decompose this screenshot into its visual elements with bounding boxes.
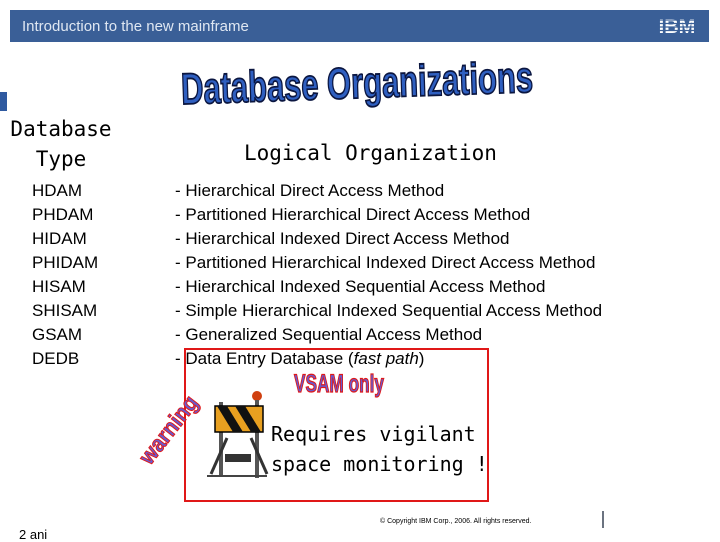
database-type-heading: Database Type xyxy=(10,117,112,171)
logical-organization-list xyxy=(175,179,602,371)
slide-header-bar xyxy=(10,10,709,42)
svg-text:IBM: IBM xyxy=(658,16,696,38)
list-item: GSAM xyxy=(32,325,83,344)
list-item: PHDAM xyxy=(32,205,94,224)
vsam-only-label xyxy=(292,366,386,398)
list-item: DEDB xyxy=(32,349,80,368)
logical-organization-heading: Logical Organization xyxy=(244,141,497,165)
list-item: - Hierarchical Direct Access Method xyxy=(175,181,445,200)
list-item: - Simple Hierarchical Indexed Sequential Access Method xyxy=(175,301,603,320)
list-item: - Partitioned Hierarchical Direct Access Method xyxy=(175,205,531,224)
svg-text:VSAM only: VSAM only xyxy=(294,370,385,398)
list-item: HISAM xyxy=(32,277,86,296)
list-item: HDAM xyxy=(32,181,83,200)
course-title: Introduction to the new mainframe xyxy=(22,18,249,35)
space-monitoring-note: Requires vigilant space monitoring ! xyxy=(271,422,488,476)
svg-text:Database Organizations: Database Organizations xyxy=(180,47,683,115)
barricade-icon xyxy=(197,386,269,478)
footer-divider xyxy=(602,511,604,528)
list-item: - Data Entry Database (fast path) xyxy=(175,349,425,368)
list-item: - Hierarchical Indexed Sequential Access Method xyxy=(175,277,546,296)
list-item: HIDAM xyxy=(32,229,87,248)
copyright-notice: © Copyright IBM Corp., 2006. All rights reserved. xyxy=(380,518,532,525)
svg-text:warning: warning xyxy=(133,383,209,470)
list-item: SHISAM xyxy=(32,301,98,320)
database-type-list xyxy=(32,179,98,371)
list-item: - Partitioned Hierarchical Indexed Direct Access Method xyxy=(175,253,596,272)
list-item: - Hierarchical Indexed Direct Access Method xyxy=(175,229,510,248)
page-number: 2 ani xyxy=(19,527,48,542)
side-accent-bar xyxy=(0,92,7,111)
list-item: PHIDAM xyxy=(32,253,99,272)
ibm-logo xyxy=(655,16,699,36)
slide-title xyxy=(172,47,683,115)
list-item: - Generalized Sequential Access Method xyxy=(175,325,483,344)
fast-path-emphasis: fast path xyxy=(353,349,419,368)
